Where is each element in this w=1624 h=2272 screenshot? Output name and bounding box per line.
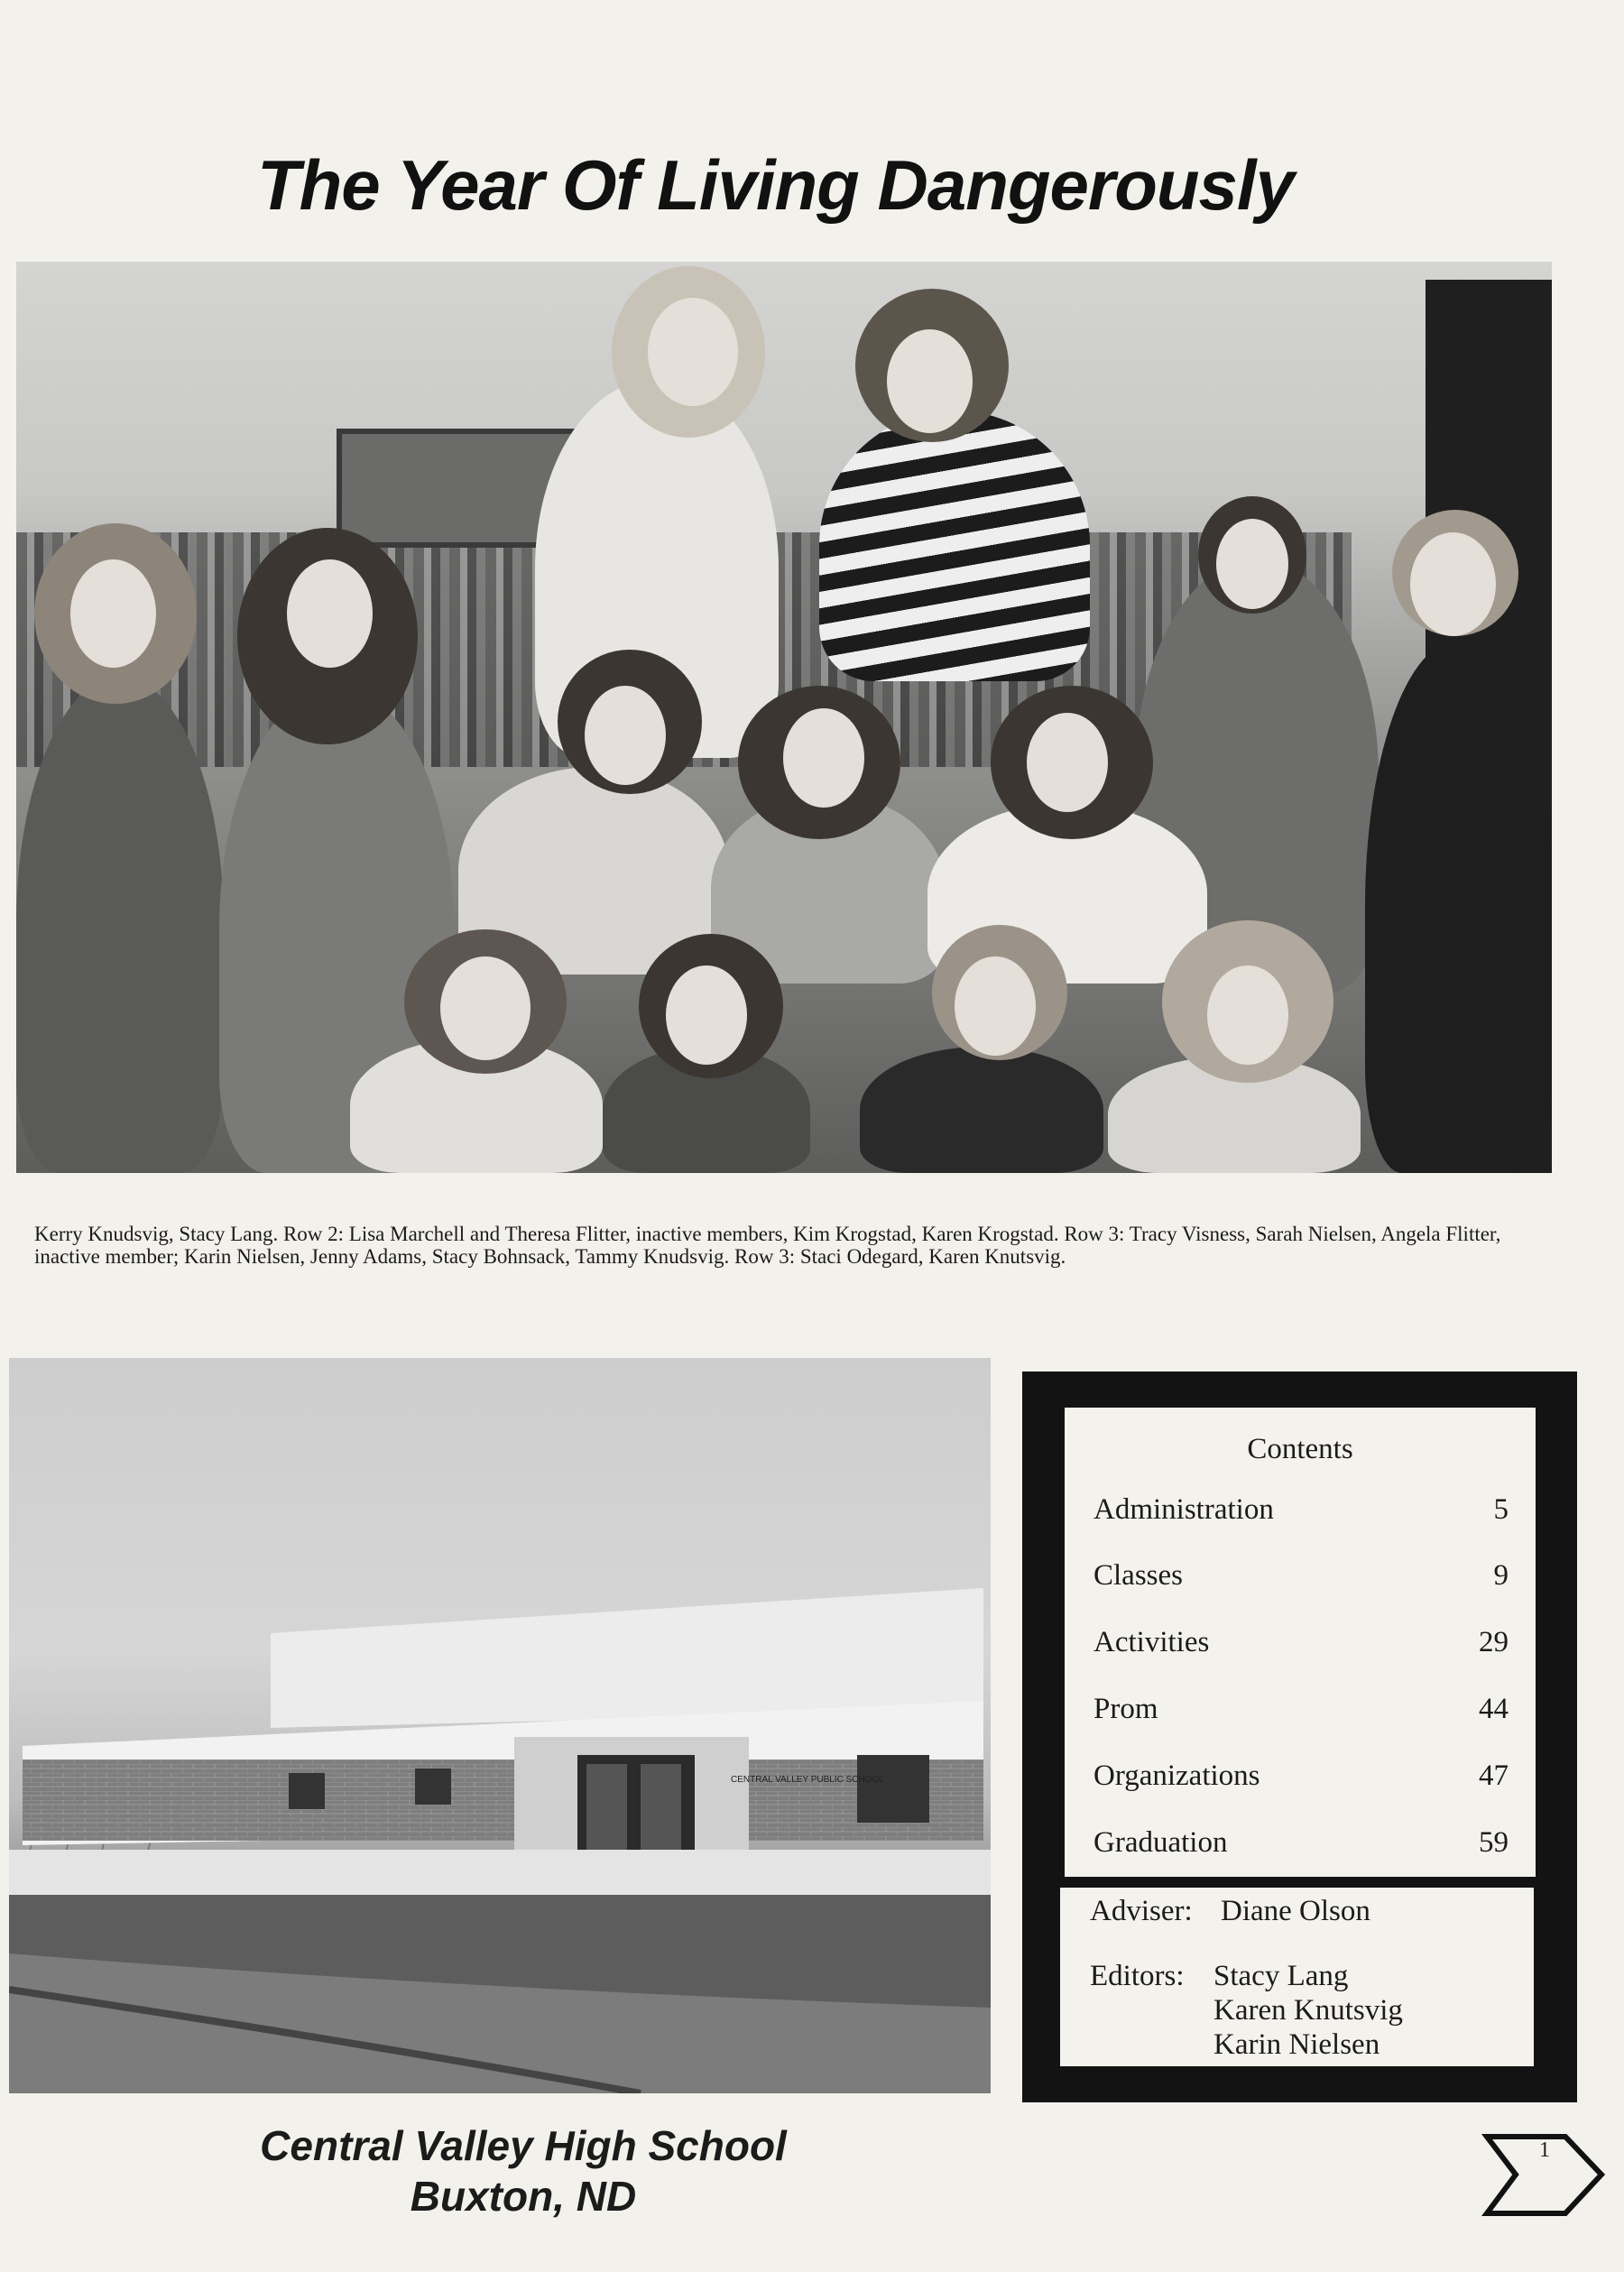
face [666, 965, 747, 1065]
staff-credits [1060, 1888, 1534, 2066]
face [585, 686, 666, 785]
person [16, 677, 224, 1173]
school-location: Buxton, ND [410, 2173, 637, 2220]
face [440, 956, 531, 1060]
toc-item [1093, 1493, 1509, 1529]
school-building-illustration [9, 1358, 991, 2093]
school-name: Central Valley High School [260, 2122, 787, 2169]
face [1410, 532, 1496, 636]
person [1365, 641, 1550, 1173]
person [819, 411, 1090, 681]
editor-name: Karen Knutsvig [1213, 1994, 1403, 2027]
toc-label: Graduation [1093, 1826, 1228, 1859]
adviser-label: Adviser: [1090, 1895, 1193, 1927]
toc-item [1093, 1626, 1509, 1662]
editors-label: Editors: [1090, 1960, 1185, 1992]
toc-label: Organizations [1093, 1759, 1260, 1792]
face [1027, 713, 1108, 812]
page-number: 1 [1539, 2138, 1550, 2162]
toc-label: Classes [1093, 1559, 1183, 1592]
face [955, 956, 1036, 1056]
toc-page: 5 [1493, 1493, 1509, 1526]
toc-item [1093, 1693, 1509, 1729]
face [1216, 519, 1288, 609]
face [70, 559, 156, 668]
face [287, 559, 373, 668]
page-title: The Year Of Living Dangerously [257, 145, 1294, 225]
person [860, 1047, 1103, 1173]
toc-item [1093, 1759, 1509, 1796]
toc-item [1093, 1826, 1509, 1862]
face [783, 708, 864, 808]
photo-caption: Kerry Knudsvig, Stacy Lang. Row 2: Lisa Marchell and Theresa Flitter, inactive members, Kim Krogstad, Karen Krogstad. Row 3: Tracy Visness, Sarah Nielsen, Angela Flitter, inactive member; Karin Nielsen, Jenny Adams, Stacy Bohnsack, Tammy Knudsvig. Row 3: Staci Odegard, Karen Knutsvig. [34, 1223, 1501, 1268]
editor-name: Karin Nielsen [1213, 2028, 1380, 2061]
toc-page: 47 [1479, 1759, 1509, 1792]
toc-label: Administration [1093, 1493, 1274, 1526]
toc-page: 9 [1493, 1559, 1509, 1592]
editor-name: Stacy Lang [1213, 1960, 1349, 1992]
face [648, 298, 738, 406]
toc-label: Activities [1093, 1626, 1210, 1658]
toc-page: 29 [1479, 1626, 1509, 1658]
adviser-name: Diane Olson [1221, 1895, 1370, 1927]
table-of-contents [1065, 1408, 1536, 1877]
face [887, 329, 973, 433]
school-label [162, 2120, 884, 2221]
toc-page: 59 [1479, 1826, 1509, 1859]
toc-label: Prom [1093, 1693, 1158, 1725]
group-photo [16, 262, 1552, 1173]
building-sign: CENTRAL VALLEY PUBLIC SCHOOL [731, 1775, 884, 1785]
school-building-photo [9, 1358, 991, 2093]
toc-page: 44 [1479, 1693, 1509, 1725]
contents-heading: Contents [1247, 1433, 1353, 1465]
face [1207, 965, 1288, 1065]
toc-item [1093, 1559, 1509, 1595]
